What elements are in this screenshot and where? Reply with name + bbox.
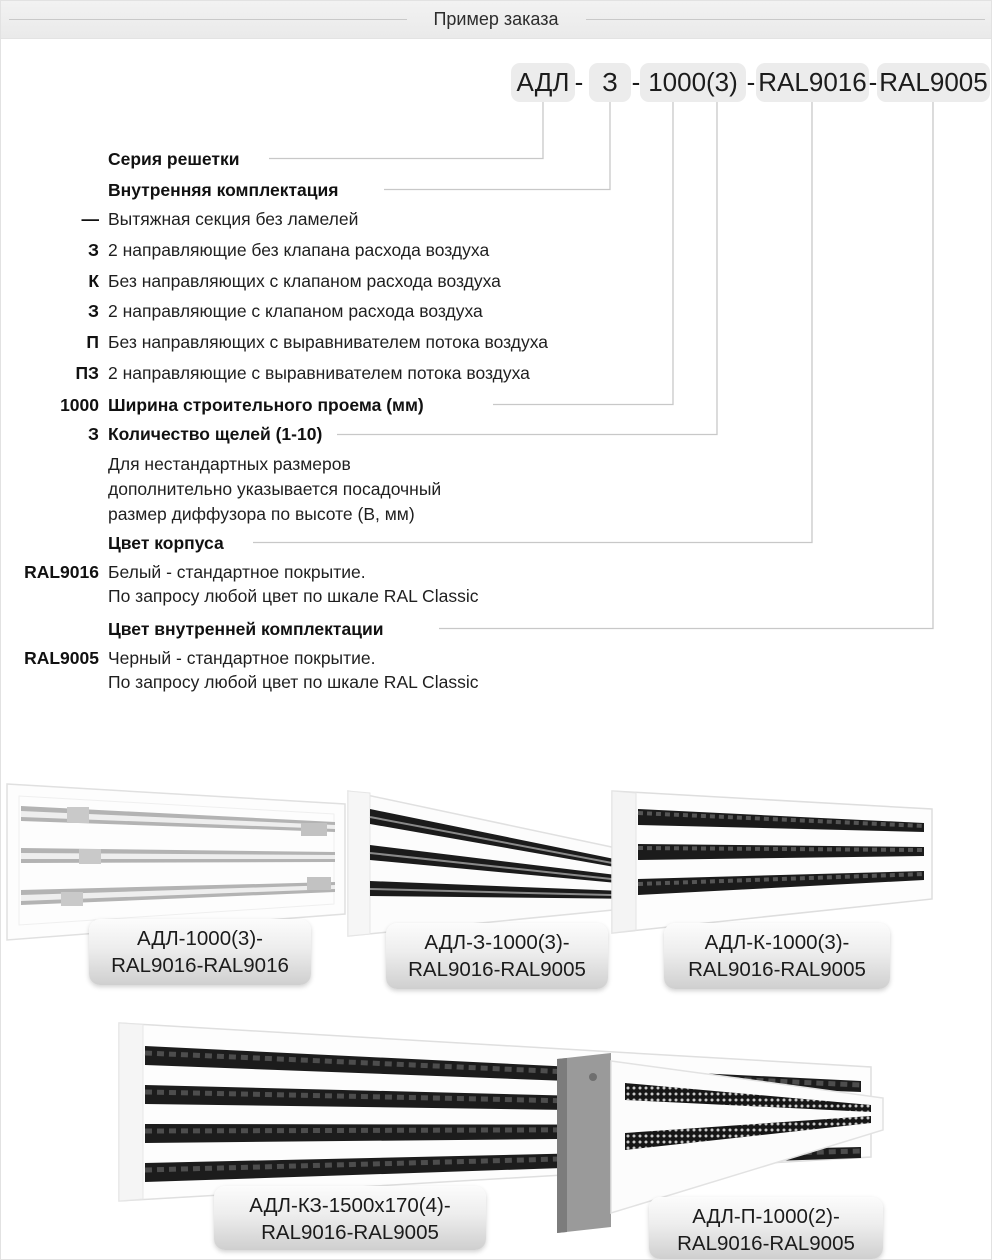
product-label-line1: АДЛ-КЗ-1500х170(4)- [249, 1194, 451, 1217]
legend-code [1, 147, 99, 171]
legend-code [1, 452, 99, 527]
product-label-line1: АДЛ-З-1000(3)- [424, 931, 570, 954]
product-photo-adl-k [606, 783, 938, 944]
code-separator: - [631, 67, 641, 97]
ral9016-line1: Белый - стандартное покрытие. [108, 562, 366, 582]
code-separator: - [574, 67, 584, 97]
product-label-line1: АДЛ-К-1000(3)- [704, 931, 850, 954]
product-label-line2: RAL9016-RAL9016 [111, 954, 289, 977]
product-label-line1: АДЛ-1000(3)- [136, 927, 263, 950]
product-label-line2: RAL9016-RAL9005 [677, 1232, 855, 1255]
product-label-line1: АДЛ-П-1000(2)- [692, 1205, 840, 1228]
code-segment-size: 1000(3) [640, 63, 746, 102]
title-band [1, 1, 991, 39]
code-segment-series: АДЛ [511, 63, 575, 102]
legend-ral9005-row: RAL9005 Черный - стандартное покрытие. По запросу любой цвет по шкале RAL Classic [1, 646, 781, 694]
product-label-4 [214, 1186, 486, 1250]
legend-code [1, 617, 99, 641]
product-label-1 [89, 919, 311, 985]
product-label-line2: RAL9016-RAL9005 [408, 958, 586, 981]
page-title: Пример заказа [433, 9, 559, 29]
legend-internal-color-header: Цвет внутренней комплектации [1, 617, 781, 641]
legend-option-row: З 2 направляющие без клапана расхода воздуха [88, 240, 490, 260]
note-line: дополнительно указывается посадочный [108, 479, 442, 499]
legend-option-row: — Вытяжная секция без ламелей [81, 209, 359, 229]
legend-ral9016-row: RAL9016 Белый - стандартное покрытие. По запросу любой цвет по шкале RAL Classic [1, 560, 781, 608]
ral9005-line2: По запросу любой цвет по шкале RAL Classic [108, 672, 479, 692]
legend-width-row: 1000 Ширина строительного проема (мм) [60, 395, 424, 415]
product-label-5 [649, 1197, 883, 1259]
code-separator: - [746, 67, 756, 97]
code-segment-internal: З [589, 63, 631, 102]
ral9005-line1: Черный - стандартное покрытие. [108, 648, 376, 668]
legend-option-row: К Без направляющих с клапаном расхода воздуха [88, 271, 501, 291]
legend-note [1, 452, 781, 527]
legend-code [1, 531, 99, 555]
legend-option-row: З 2 направляющие с клапаном расхода воздуха [88, 301, 483, 321]
legend-option-row: ПЗ 2 направляющие с выравнивателем потока воздуха [75, 363, 530, 383]
code-segment-insert-color: RAL9005 [877, 63, 990, 102]
legend-series-header: Серия решетки [1, 147, 781, 171]
legend-slots-row: З Количество щелей (1-10) [88, 424, 323, 444]
legend-internal-header: Внутренняя комплектация [1, 178, 781, 202]
product-label-line2: RAL9016-RAL9005 [688, 958, 866, 981]
product-label-line2: RAL9016-RAL9005 [261, 1221, 439, 1244]
product-label-3 [664, 923, 890, 989]
code-segment-body-color: RAL9016 [756, 63, 869, 102]
product-label-2 [386, 923, 608, 989]
legend-option-row: П Без направляющих с выравнивателем потока воздуха [86, 332, 549, 352]
note-line: размер диффузора по высоте (В, мм) [108, 504, 415, 524]
legend-body-color-header: Цвет корпуса [1, 531, 781, 555]
code-separator: - [868, 67, 878, 97]
legend-code [1, 178, 99, 202]
ral9016-line2: По запросу любой цвет по шкале RAL Classic [108, 586, 479, 606]
note-line: Для нестандартных размеров [108, 454, 351, 474]
